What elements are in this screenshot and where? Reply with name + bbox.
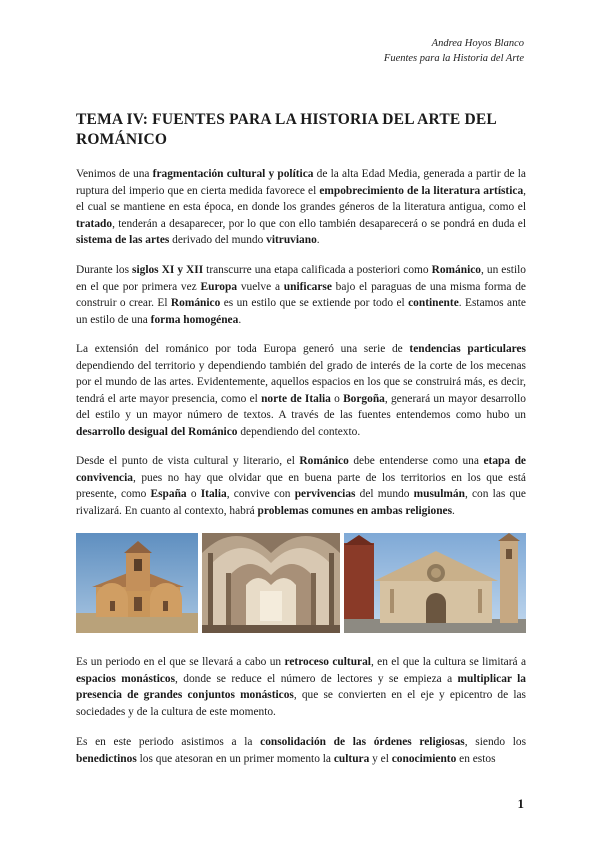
bold-term: vitruviano	[266, 234, 317, 247]
paragraph-6: Es en este periodo asistimos a la consolidación de las órdenes religiosas, siendo los benedictinos los que atesoran en un primer momento la cultura y el conocimiento en estos	[76, 736, 527, 765]
paragraph-2: Durante los siglos XI y XII transcurre una etapa calificada a posteriori como Románico, un estilo en el que por primera vez Europa vuelve a unificarse bajo el paraguas de una misma forma de construir o crear. El Románico es un estilo que se extiende por todo el continente. Estamos ante un estilo de una forma homogénea.	[76, 264, 526, 326]
bold-term: Románico	[299, 455, 349, 467]
bold-term: musulmán	[413, 488, 465, 501]
bold-term: conocimiento	[391, 752, 457, 765]
bold-term: sistema de las artes	[76, 234, 170, 247]
photo-basilica-facade	[344, 533, 526, 633]
bold-term: consolidación de las órdenes religiosas	[260, 736, 465, 748]
photo-church-exterior	[76, 533, 198, 633]
document-title: TEMA IV: FUENTES PARA LA HISTORIA DEL ARTE DEL ROMÁNICO	[76, 111, 497, 148]
bold-term: continente	[408, 297, 459, 310]
bold-term: cultura	[333, 752, 370, 765]
bold-term: multiplicar la presencia de grandes conjuntos monásticos	[76, 672, 527, 702]
header-course: Fuentes para la Historia del Arte	[383, 53, 524, 64]
bold-term: Europa	[200, 280, 238, 293]
bold-term: tratado	[76, 217, 113, 230]
bold-term: empobrecimiento de la literatura artística	[319, 184, 524, 197]
bold-term: tendencias particulares	[409, 343, 526, 355]
paragraph-4: Desde el punto de vista cultural y literario, el Románico debe entenderse como una etapa de convivencia, pues no hay que olvidar que en buena parte de los territorios en los que está presente, como España o Italia, convive con pervivencias del mundo musulmán, con las que rivalizará. En cuanto al contexto, habrá problemas comunes en ambas religiones.	[76, 455, 526, 517]
bold-term: desarrollo desigual del Románico	[76, 425, 238, 438]
bold-term: Románico	[170, 297, 221, 310]
bold-term: norte de Italia	[261, 392, 331, 405]
bold-term: Italia	[200, 488, 227, 501]
bold-term: forma homogénea	[150, 313, 239, 326]
photo-nave-interior	[202, 533, 340, 633]
bold-term: espacios monásticos	[76, 672, 176, 685]
page-header	[384, 36, 524, 66]
bold-term: benedictinos	[76, 752, 137, 765]
bold-term: retroceso cultural	[284, 656, 371, 668]
paragraph-1: Venimos de una fragmentación cultural y política de la alta Edad Media, generada a partir de la ruptura del imperio que en cierta medida favorece el empobrecimiento de la literatura artística, el cual se mantiene en esta época, en donde los grandes géneros de la literatura antigua, como el tratado, tenderán a desaparecer, por lo que con ello también desaparecerá o se pondrá en duda el sistema de las artes derivado del mundo vitruviano.	[76, 168, 526, 247]
paragraph-5: Es un periodo en el que se llevará a cabo un retroceso cultural, en el que la cultura se limitará a espacios monásticos, donde se reduce el número de lectores y se empieza a multiplicar la presencia de grandes conjuntos monásticos, que se convierten en el eje y epicentro de las sociedades y de la cultura de este momento.	[76, 656, 527, 718]
header-author: Andrea Hoyos Blanco	[431, 38, 524, 49]
bold-term: siglos XI y XII	[132, 264, 204, 276]
page-number: 1	[517, 796, 524, 811]
bold-term: fragmentación cultural y política	[152, 168, 314, 180]
bold-term: etapa de convivencia	[76, 455, 526, 484]
bold-term: pervivencias	[294, 488, 356, 501]
bold-term: problemas comunes en ambas religiones	[257, 504, 453, 517]
bold-term: unificarse	[283, 280, 332, 293]
image-strip	[76, 533, 526, 633]
bold-term: Románico	[431, 264, 481, 276]
bold-term: España	[150, 488, 187, 501]
paragraph-3: La extensión del románico por toda Europa generó una serie de tendencias particulares dependiendo del territorio y dependiendo también del grado de interés de la corte de los mecenas por el mundo de las artes. Evidentemente, aquellos espacios en los que se construirá más, es decir, tendrá el arte mayor presencia, como el norte de Italia o Borgoña, generará un mayor desarrollo del estilo y un mayor número de textos. A través de las fuentes entendemos como hubo un desarrollo desigual del Románico dependiendo del contexto.	[76, 343, 526, 438]
bold-term: Borgoña	[343, 392, 385, 405]
